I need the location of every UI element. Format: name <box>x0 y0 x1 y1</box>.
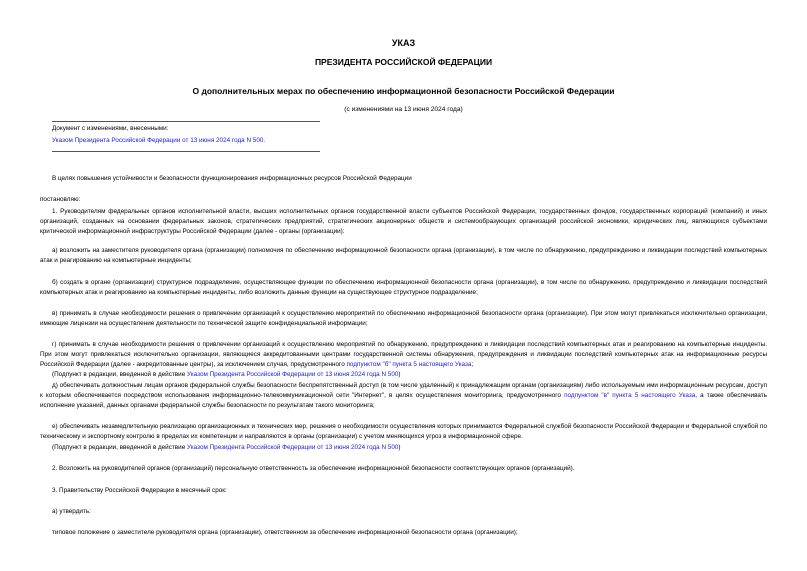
amendment-link[interactable]: Указом Президента Российской Федерации от 13 июня 2024 года N 500. <box>52 137 266 144</box>
subparagraph-g-end: ; <box>471 361 474 368</box>
paragraph-3: 3. Правительству Российской Федерации в месячный срок: <box>52 487 227 494</box>
subparagraph-d-end: , а также обеспечивать исполнение указаний, данных органами федеральной службы безопасности по результатам такого мониторинга; <box>40 392 767 409</box>
document-title: УКАЗ <box>391 38 416 48</box>
amendment-note-prefix: (Подпункт в редакции, введенной в действие <box>52 371 188 378</box>
subparagraph-e: е) обеспечивать незамедлительную реализацию организационных и технических мер, решения о необходимости осуществления которых принимаются Федеральной службой безопасности Российской Федерации и Федеральной службой по техническому и экспортному контролю в пределах их компетенции и направляются в органы (организации) с учетом меняющихся угроз в информационной сфере. <box>40 423 767 440</box>
paragraph-1: 1. Руководителям федеральных органов исполнительной власти, высших исполнительных органов государственной власти субъектов Российской Федерации, государственных фондов, государственных корпораций (компаний) и иных организаций, созданных на основании федеральных законов, стратегических предприятий, стратегических акционерных обществ и системообразующих организаций российской экономики, юридических лиц, являющихся субъектами критической информационной инфраструктуры Российской Федерации (далее - органы (организации): <box>40 208 767 235</box>
subparagraph-d-link[interactable]: подпунктом "в" пункта 5 настоящего Указа <box>564 392 696 399</box>
intro-paragraph: В целях повышения устойчивости и безопасности функционирования информационных ресурсов Российской Федерации <box>52 175 412 182</box>
document-subject: О дополнительных мерах по обеспечению информационной безопасности Российской Федерации <box>192 86 615 96</box>
paragraph-3-a: а) утвердить: <box>52 508 91 515</box>
subparagraph-e-amendment-link[interactable]: Указом Президента Российской Федерации от 13 июня 2024 года N 500 <box>187 444 399 451</box>
subparagraph-g <box>40 340 767 370</box>
subparagraph-e-amendment <box>40 443 767 453</box>
subparagraph-a: а) возложить на заместителя руководителя органа (организации) полномочия по обеспечению информационной безопасности органа (организации), в том числе по обнаружению, предупреждению и ликвидации последствий компьютерных атак и реагированию на компьютерные инциденты; <box>40 247 767 264</box>
subparagraph-g-link[interactable]: подпунктом "б" пункта 5 настоящего Указа <box>346 361 472 368</box>
decree-word: постановляю: <box>40 196 81 203</box>
amendment-note-suffix-e: ) <box>398 444 401 451</box>
subparagraph-b: б) создать в органе (организации) структурное подразделение, осуществляющее функции по обеспечению информационной безопасности органа (организации), в том числе по обнаружению, предупреждению и ликвидации последствий компьютерных атак и реагированию на компьютерные инциденты, либо возложить данные функции на существующее структурное подразделение; <box>40 279 767 296</box>
changes-label: Документ с изменениями, внесенными: <box>52 125 169 132</box>
amendment-note-prefix-e: (Подпункт в редакции, введенной в действие <box>52 444 188 451</box>
subparagraph-v: в) принимать в случае необходимости решения о привлечении организаций к осуществлению мероприятий по обеспечению информационной безопасности органа (организации). При этом могут привлекаться исключительно организации, имеющие лицензии на осуществление деятельности по технической защите конфиденциальной информации; <box>40 310 767 327</box>
document-changes-note: (с изменениями на 13 июня 2024 года) <box>344 106 463 113</box>
document-issuer: ПРЕЗИДЕНТА РОССИЙСКОЙ ФЕДЕРАЦИИ <box>314 57 493 67</box>
subparagraph-g-amendment <box>40 370 767 380</box>
paragraph-2: 2. Возложить на руководителей органов (организаций) персональную ответственность за обеспечение информационной безопасности соответствующих органов (организаций). <box>52 465 575 472</box>
subparagraph-g-text: г) принимать в случае необходимости решения о привлечении организаций к осуществлению мероприятий по обнаружению, предупреждению и ликвидации последствий компьютерных атак и реагированию на компьютерные инциденты. При этом могут привлекаться исключительно организации, являющиеся аккредитованными центрами государственной системы обнаружения, предупреждения и ликвидации последствий компьютерных атак на информационные ресурсы Российской Федерации (далее - аккредитованные центры), за исключением случая, предусмотренного <box>40 341 767 368</box>
paragraph-3-a-item: типовое положение о заместителе руководителя органа (организации), ответственном за обеспечение информационной безопасности органа (организации); <box>52 529 518 536</box>
subparagraph-d <box>40 381 767 411</box>
note-bottom-rule <box>52 151 320 152</box>
amendment-note-suffix: ) <box>398 371 401 378</box>
note-top-rule <box>52 121 320 122</box>
subparagraph-g-amendment-link[interactable]: Указом Президента Российской Федерации от 13 июня 2024 года N 500 <box>187 371 399 378</box>
subparagraph-d-text: д) обеспечивать должностным лицам органов федеральной службы безопасности беспрепятственный доступ (в том числе удаленный) к принадлежащим органам (организациям) либо используемым ими информационным ресурсам, доступ к которым обеспечивается посредством использования информационно-телекоммуникационной сети "Интернет", в целях осуществления мониторинга, предусмотренного <box>40 382 767 399</box>
